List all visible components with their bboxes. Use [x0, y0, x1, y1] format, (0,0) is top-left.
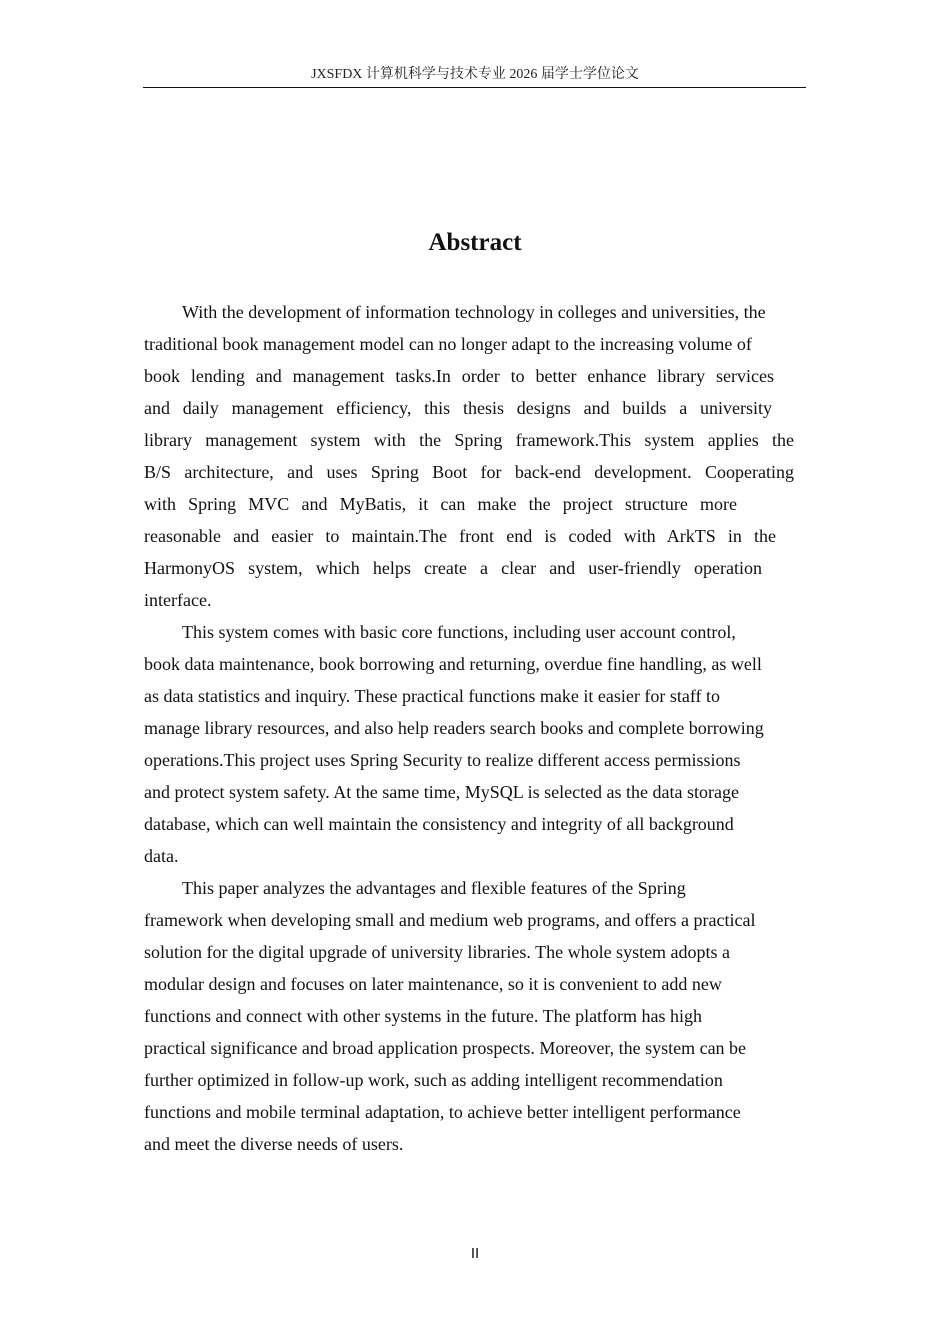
paragraph-line: framework when developing small and medium web programs, and offers a practical — [144, 910, 756, 930]
paragraph-line: practical significance and broad application prospects. Moreover, the system can be — [144, 1038, 747, 1058]
abstract-paragraph-2 — [144, 616, 806, 872]
paragraph-line: book lending and management tasks.In order to better enhance library services — [144, 366, 774, 386]
paragraph-line: functions and connect with other systems in the future. The platform has high — [144, 1006, 703, 1026]
header-rule — [143, 87, 806, 88]
paragraph-line: With the development of information technology in colleges and universities, the — [182, 302, 766, 322]
paragraph-line: HarmonyOS system, which helps create a clear and user-friendly operation — [144, 558, 762, 578]
paragraph-line: further optimized in follow-up work, such as adding intelligent recommendation — [144, 1070, 723, 1090]
paragraph-line: as data statistics and inquiry. These practical functions make it easier for staff to — [144, 686, 720, 706]
abstract-body — [144, 296, 806, 1160]
paragraph-line: with Spring MVC and MyBatis, it can make the project structure more — [144, 494, 737, 514]
abstract-paragraph-3 — [144, 872, 806, 1160]
paragraph-line: B/S architecture, and uses Spring Boot for back-end development. Cooperating — [144, 462, 794, 482]
paragraph-line: book data maintenance, book borrowing and returning, overdue fine handling, as well — [144, 654, 762, 674]
abstract-paragraph-1 — [144, 296, 806, 616]
paragraph-line: solution for the digital upgrade of university libraries. The whole system adopts a — [144, 942, 731, 962]
paragraph-line: This paper analyzes the advantages and flexible features of the Spring — [182, 878, 686, 898]
paragraph-line: data. — [144, 846, 179, 866]
paragraph-line: database, which can well maintain the consistency and integrity of all background — [144, 814, 734, 834]
paragraph-line: and meet the diverse needs of users. — [144, 1134, 404, 1154]
paragraph-line: reasonable and easier to maintain.The front end is coded with ArkTS in the — [144, 526, 776, 546]
paragraph-line: library management system with the Spring framework.This system applies the — [144, 430, 794, 450]
paragraph-line: and protect system safety. At the same time, MySQL is selected as the data storage — [144, 782, 740, 802]
page-number: II — [470, 1245, 480, 1262]
paragraph-line: and daily management efficiency, this thesis designs and builds a university — [144, 398, 772, 418]
paragraph-line: functions and mobile terminal adaptation, to achieve better intelligent performance — [144, 1102, 741, 1122]
paragraph-line: traditional book management model can no longer adapt to the increasing volume of — [144, 334, 752, 354]
paragraph-line: manage library resources, and also help readers search books and complete borrowing — [144, 718, 764, 738]
paragraph-line: operations.This project uses Spring Security to realize different access permissions — [144, 750, 741, 770]
paragraph-line: interface. — [144, 590, 212, 610]
running-header: JXSFDX 计算机科学与技术专业 2026 届学士学位论文 — [311, 67, 639, 82]
paragraph-line: This system comes with basic core functions, including user account control, — [182, 622, 736, 642]
abstract-title: Abstract — [428, 229, 522, 256]
paragraph-line: modular design and focuses on later maintenance, so it is convenient to add new — [144, 974, 722, 994]
